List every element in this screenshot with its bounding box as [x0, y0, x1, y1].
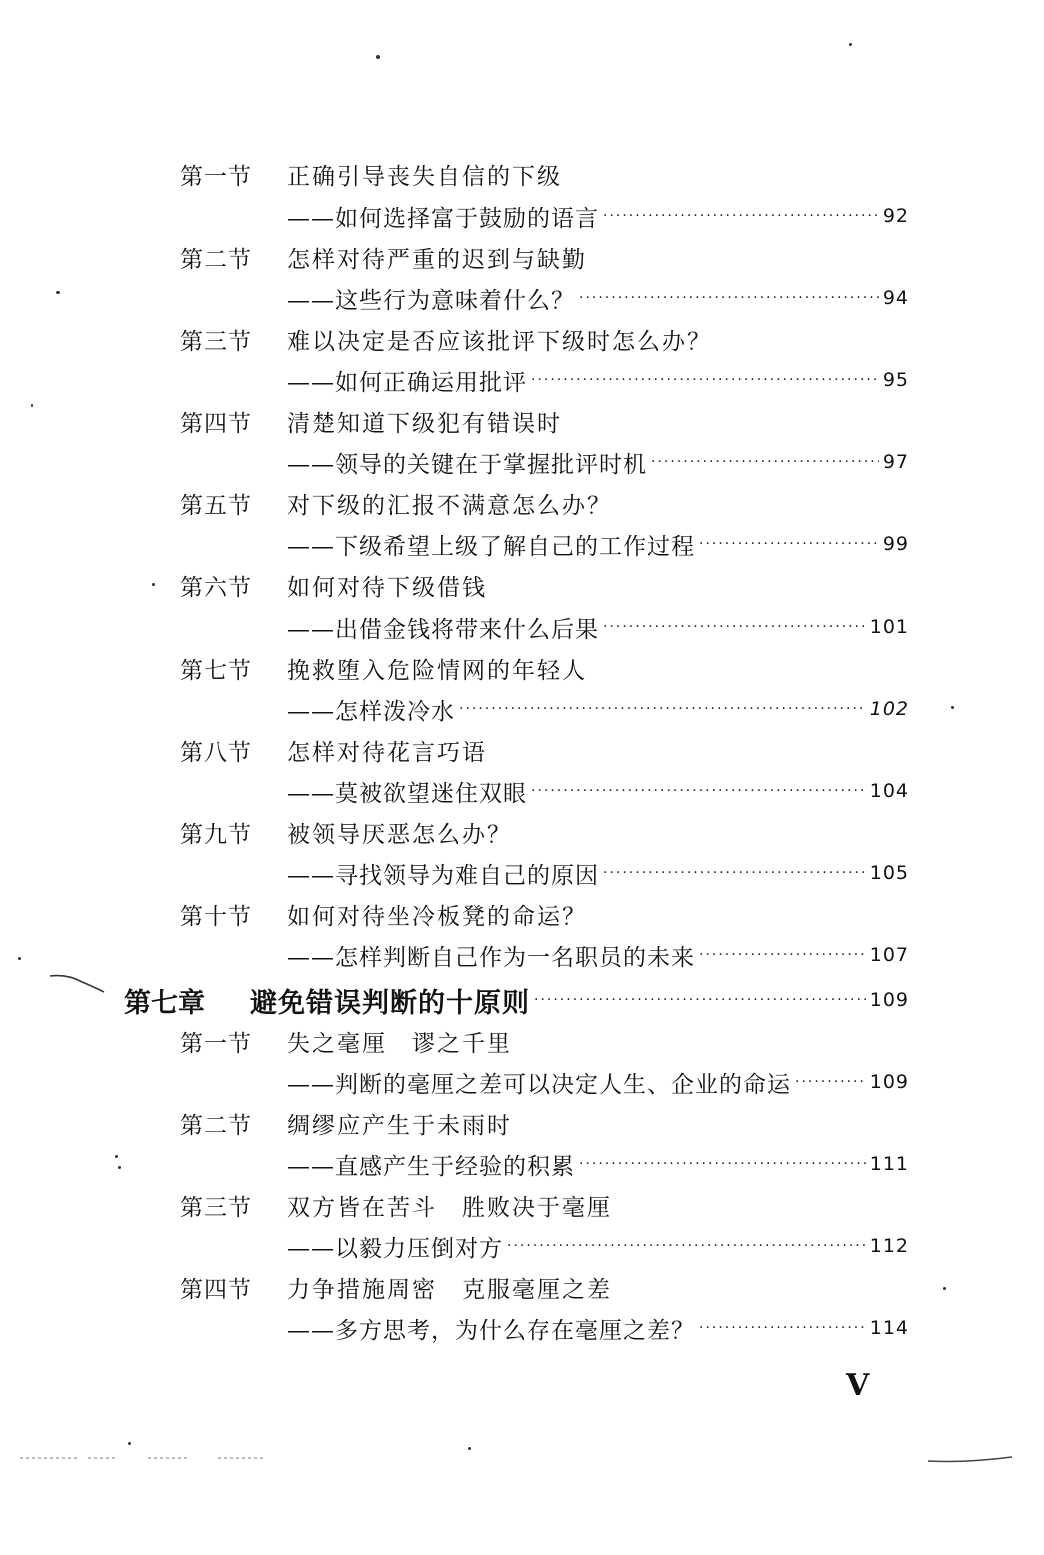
- page-number: 102: [869, 698, 909, 720]
- page-number: 97: [882, 451, 909, 473]
- section-subtitle: ——以毅力压倒对方: [287, 1235, 503, 1262]
- subtitle-row: [287, 611, 909, 644]
- leader-dots: [507, 1238, 866, 1254]
- section-subtitle: ——如何正确运用批评: [287, 369, 527, 396]
- chapter-heading: [124, 978, 909, 1022]
- scan-dash-mark: [18, 1454, 268, 1462]
- scan-stroke-mark: [48, 970, 108, 996]
- leader-dots: [531, 372, 879, 388]
- section-title: 失之毫厘 谬之千里: [287, 1030, 512, 1057]
- section-subtitle: ——判断的毫厘之差可以决定人生、企业的命运: [287, 1071, 791, 1098]
- section-title: 如何对待坐冷板凳的命运？: [287, 903, 587, 930]
- scan-speck: [118, 1166, 121, 1169]
- section-title: 正确引导丧失自信的下级: [287, 163, 562, 190]
- page-number: 112: [869, 1235, 909, 1257]
- page-number: 105: [869, 862, 909, 884]
- subtitle-row: [287, 1148, 909, 1181]
- section-label: 第三节: [180, 1194, 252, 1221]
- scan-speck: [31, 404, 33, 407]
- section-label: 第五节: [180, 492, 252, 519]
- section-title: 难以决定是否应该批评下级时怎么办？: [287, 328, 712, 355]
- section-subtitle: ——出借金钱将带来什么后果: [287, 616, 599, 643]
- section-subtitle: ——这些行为意味着什么？: [287, 287, 575, 314]
- subtitle-row: [287, 775, 909, 808]
- leader-dots: [603, 865, 866, 881]
- section-label: 第四节: [180, 410, 252, 437]
- page-number: 111: [869, 1153, 909, 1175]
- section-title: 怎样对待严重的迟到与缺勤: [287, 246, 587, 273]
- scan-speck: [56, 291, 60, 294]
- scan-speck: [376, 55, 380, 59]
- chapter-title: 避免错误判断的十原则: [250, 987, 530, 1019]
- section-label: 第一节: [180, 1030, 252, 1057]
- scan-speck: [468, 1447, 471, 1450]
- section-title: 怎样对待花言巧语: [287, 739, 487, 766]
- subtitle-row: [287, 857, 909, 890]
- subtitle-row: [287, 282, 909, 315]
- subtitle-row: [287, 446, 909, 479]
- leader-dots: [459, 701, 866, 717]
- scan-speck: [152, 583, 155, 586]
- subtitle-row: [287, 364, 909, 397]
- section-subtitle: ——如何选择富于鼓励的语言: [287, 205, 599, 232]
- leader-dots: [579, 1156, 866, 1172]
- section-label: 第六节: [180, 574, 252, 601]
- leader-dots: [651, 454, 879, 470]
- section-subtitle: ——怎样判断自己作为一名职员的未来: [287, 944, 695, 971]
- subtitle-row: [287, 528, 909, 561]
- chapter-label: 第七章: [124, 987, 205, 1019]
- subtitle-row: [287, 939, 909, 972]
- section-title: 绸缪应产生于未雨时: [287, 1112, 512, 1139]
- section-label: 第八节: [180, 739, 252, 766]
- section-title: 被领导厌恶怎么办？: [287, 821, 512, 848]
- leader-dots: [699, 536, 879, 552]
- section-title: 双方皆在苦斗 胜败决于毫厘: [287, 1194, 612, 1221]
- page-number: 109: [869, 989, 909, 1011]
- leader-dots: [699, 1320, 866, 1336]
- leader-dots: [531, 783, 866, 799]
- section-label: 第七节: [180, 657, 252, 684]
- scan-speck: [943, 1287, 946, 1290]
- page-number: 94: [882, 287, 909, 309]
- page-number: 114: [869, 1317, 909, 1339]
- page-number: 92: [882, 205, 909, 227]
- page-folio: V: [846, 1368, 870, 1403]
- subtitle-row: [287, 1312, 909, 1345]
- section-label: 第九节: [180, 821, 252, 848]
- scan-speck: [128, 1442, 131, 1445]
- scan-speck: [951, 706, 954, 709]
- section-title: 力争措施周密 克服毫厘之差: [287, 1276, 612, 1303]
- page-number: 99: [882, 533, 909, 555]
- section-subtitle: ——多方思考，为什么存在毫厘之差？: [287, 1317, 695, 1344]
- scan-speck: [18, 957, 21, 960]
- page-number: 104: [869, 780, 909, 802]
- page-number: 101: [869, 616, 909, 638]
- section-title: 清楚知道下级犯有错误时: [287, 410, 562, 437]
- section-label: 第二节: [180, 1112, 252, 1139]
- leader-dots: [603, 208, 879, 224]
- leader-dots: [603, 619, 866, 635]
- subtitle-row: [287, 693, 909, 726]
- page-number: 109: [869, 1071, 909, 1093]
- section-subtitle: ——直感产生于经验的积累: [287, 1153, 575, 1180]
- page-number: 107: [869, 944, 909, 966]
- section-label: 第四节: [180, 1276, 252, 1303]
- section-label: 第二节: [180, 246, 252, 273]
- subtitle-row: [287, 1230, 909, 1263]
- section-subtitle: ——下级希望上级了解自己的工作过程: [287, 533, 695, 560]
- leader-dots: [699, 947, 866, 963]
- scan-speck: [115, 1155, 118, 1158]
- section-subtitle: ——怎样泼冷水: [287, 698, 455, 725]
- page-number: 95: [882, 369, 909, 391]
- section-subtitle: ——寻找领导为难自己的原因: [287, 862, 599, 889]
- scan-stroke-mark: [926, 1455, 1016, 1467]
- leader-dots: [534, 992, 866, 1008]
- section-label: 第一节: [180, 163, 252, 190]
- subtitle-row: [287, 1066, 909, 1099]
- section-label: 第三节: [180, 328, 252, 355]
- scan-speck: [849, 43, 852, 46]
- section-subtitle: ——莫被欲望迷住双眼: [287, 780, 527, 807]
- subtitle-row: [287, 200, 909, 233]
- leader-dots: [795, 1074, 866, 1090]
- section-title: 对下级的汇报不满意怎么办？: [287, 492, 612, 519]
- section-title: 如何对待下级借钱: [287, 574, 487, 601]
- section-label: 第十节: [180, 903, 252, 930]
- leader-dots: [579, 290, 879, 306]
- section-subtitle: ——领导的关键在于掌握批评时机: [287, 451, 647, 478]
- section-title: 挽救堕入危险情网的年轻人: [287, 657, 587, 684]
